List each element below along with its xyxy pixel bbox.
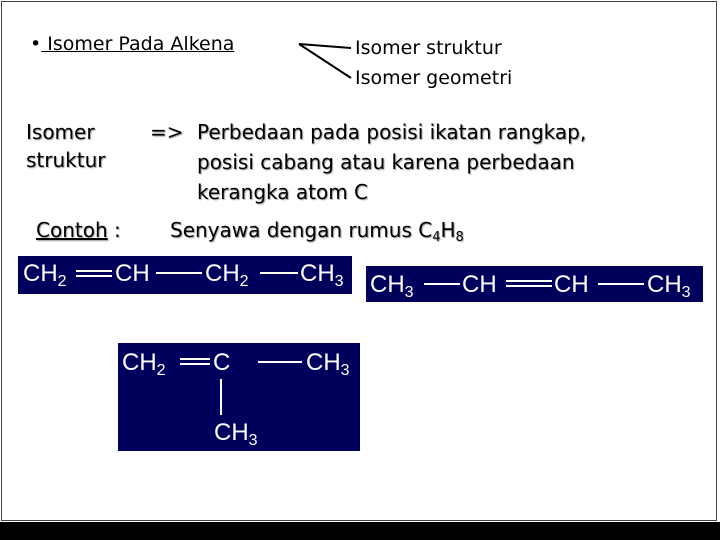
s3-single-bond-right [258, 361, 302, 363]
example-label: Contoh [36, 218, 108, 242]
s3-group-right: $CH_3$ [306, 349, 350, 379]
title-bullet: • [30, 33, 42, 55]
s1-single-bond-1 [156, 272, 202, 274]
isomer-type-structural: Isomer struktur [355, 37, 502, 59]
s3-single-bond-down [220, 379, 222, 415]
s2-double-bond-top [506, 280, 552, 282]
formula-c-count: 4 [432, 230, 441, 245]
term-struktur: struktur [26, 148, 106, 172]
s2-single-bond-2 [598, 283, 644, 285]
s3-group-center: C [213, 349, 231, 376]
definition-line-1: Perbedaan pada posisi ikatan rangkap, [197, 120, 587, 144]
formula-h-count: 8 [455, 230, 464, 245]
s1-single-bond-2 [260, 272, 298, 274]
s2-group-1: $CH_3$ [370, 271, 414, 301]
s1-group-1: $CH_2$ [23, 260, 67, 290]
s1-group-3: $CH_2$ [205, 260, 249, 290]
s1-double-bond-top [76, 270, 112, 272]
isomer-type-geometric: Isomer geometri [355, 67, 513, 89]
s3-double-bond-bottom [180, 363, 210, 365]
definition-line-3: kerangka atom C [197, 180, 369, 204]
s2-double-bond-bottom [506, 285, 552, 287]
definition-arrow: => [150, 120, 184, 144]
structure-1-panel [18, 256, 352, 294]
structure-2-panel [366, 266, 703, 302]
s3-group-left: $CH_2$ [122, 349, 166, 379]
structure-3-panel [118, 343, 360, 451]
example-label-row [36, 218, 121, 242]
s3-double-bond-top [180, 358, 210, 360]
slide-title [30, 33, 234, 55]
definition-line-2: posisi cabang atau karena perbedaan [197, 150, 575, 174]
s1-double-bond-bottom [76, 275, 112, 277]
bottom-bar [0, 522, 720, 540]
example-colon: : [107, 218, 121, 242]
example-text: Senyawa dengan rumus C [170, 218, 433, 242]
s1-group-4: $CH_3$ [300, 260, 344, 290]
s3-group-bottom: $CH_3$ [214, 419, 258, 449]
s1-group-2: CH [115, 260, 150, 287]
s2-single-bond-1 [424, 283, 460, 285]
example-formula-text [170, 218, 464, 245]
branch-arrow [295, 38, 355, 86]
title-text: Isomer Pada Alkena [41, 33, 235, 55]
s2-group-4: $CH_3$ [647, 271, 691, 301]
term-isomer: Isomer [26, 120, 95, 144]
s2-group-2: CH [462, 271, 497, 298]
formula-h: H [440, 218, 456, 242]
s2-group-3: CH [554, 271, 589, 298]
